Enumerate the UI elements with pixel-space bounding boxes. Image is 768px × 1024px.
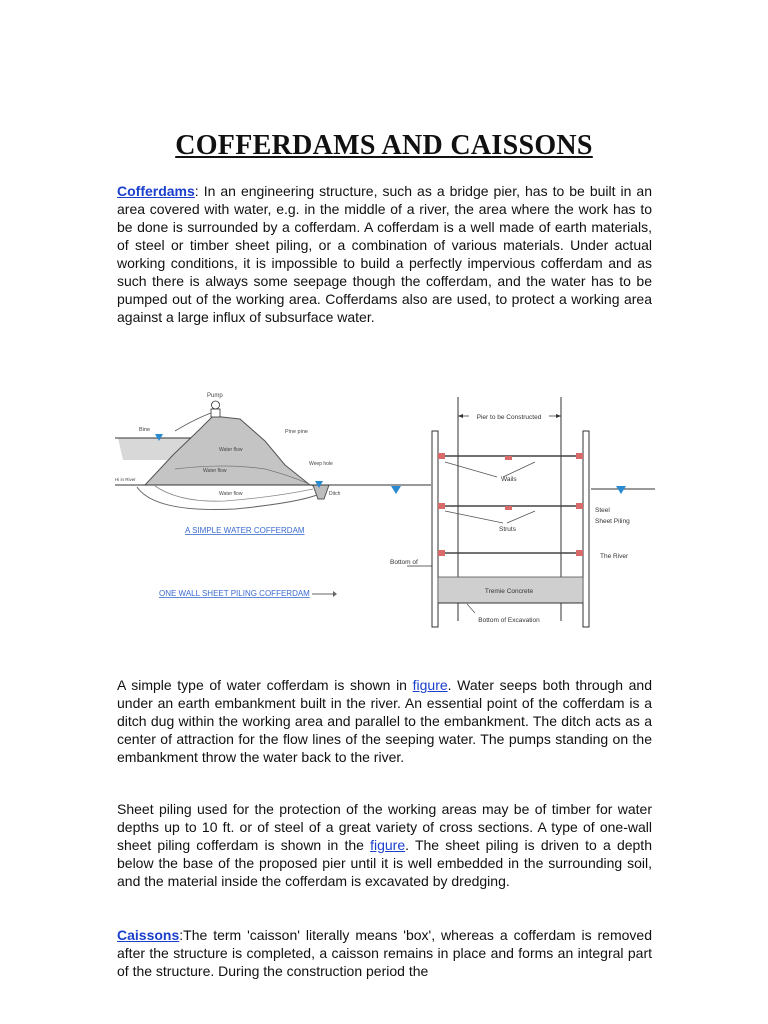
bine-label: Bine — [139, 427, 151, 433]
cofferdams-text: : In an engineering structure, such as a bridge pier, has to be built in an area covered with water, e.g. in the middle of a river, the area where the work has to be done is surrounded by a cofferdam. A cofferdam is a well made of earth materials, of steel or timber sheet piling, or a combination of various materials. Under actual working conditions, it is impossible to build a perfectly impervious cofferdam and as such there is always some seepage though the cofferdam, and the water has to be pumped out of the working area. Cofferdams also are used, to protect a working area against a large influx of subsurface water. — [117, 183, 652, 325]
pump-label: Pump — [207, 393, 223, 399]
simple-water-cofferdam-diagram — [115, 393, 397, 510]
sheet-piling-caption: ONE WALL SHEET PILING COFFERDAM — [159, 589, 310, 598]
seep-label-2: Water flow — [203, 468, 227, 474]
cofferdam-figure — [115, 385, 655, 630]
bottom-excavation-label: Bottom of Excavation — [478, 617, 540, 624]
seep-label-3: Water flow — [219, 491, 243, 497]
simple-cofferdam-paragraph — [117, 676, 652, 766]
sheet-piling-paragraph — [117, 800, 652, 890]
steel-label: Steel — [595, 507, 610, 514]
river-label: Hi in River — [115, 477, 136, 482]
paragraph-text: Sheet piling used for the protection of the working areas may be of timber for water depths up to 10 ft. or of steel of a great variety of cross sections. A type of one-wall sheet piling cofferdam is shown in the — [117, 801, 652, 853]
simple-cofferdam-caption: A SIMPLE WATER COFFERDAM — [185, 526, 305, 535]
ditch-label: Ditch — [329, 491, 341, 497]
pier-label: Pier to be Constructed — [476, 414, 542, 421]
tremie-concrete-label: Tremie Concrete — [484, 588, 534, 595]
paragraph-text: A simple type of water cofferdam is shown in — [117, 677, 413, 693]
cofferdams-paragraph — [117, 182, 652, 326]
one-wall-sheet-piling-diagram — [385, 397, 655, 627]
sheet-piling-label: Sheet Piling — [595, 518, 630, 525]
caissons-text: :The term 'caisson' literally means 'box', whereas a cofferdam is removed after the structure is completed, a caisson remains in place and forms an integral part of the structure. During the construction period the — [117, 927, 652, 979]
struts-label: Struts — [499, 526, 516, 533]
bottom-of-label: Bottom of — [390, 559, 418, 566]
page-title: COFFERDAMS AND CAISSONS — [175, 130, 593, 161]
wails-label: Wails — [501, 476, 517, 483]
the-river-label: The River — [600, 553, 629, 560]
figure-link[interactable]: figure — [370, 837, 406, 853]
pine-label: Pine pine — [285, 429, 308, 435]
caissons-paragraph — [117, 926, 652, 980]
caissons-term[interactable]: Caissons — [117, 927, 180, 943]
figure-link[interactable]: figure — [412, 677, 448, 693]
weep-label: Weep hole — [309, 461, 333, 467]
cofferdams-term[interactable]: Cofferdams — [117, 183, 195, 199]
paragraph-text: . The sheet piling is driven to a depth below the base of the proposed pier until it is well embedded in the surrounding soil, and the material inside the cofferdam is excavated by dredging. — [117, 837, 652, 889]
seep-label-1: Water flow — [219, 447, 243, 453]
paragraph-text: . Water seeps both through and under an earth embankment built in the river. An essential point of the cofferdam is a ditch dug within the working area and parallel to the embankment. The ditch acts as a center of attraction for the flow lines of the seeping water. The pumps standing on the embankment throw the water back to the river. — [117, 677, 653, 765]
